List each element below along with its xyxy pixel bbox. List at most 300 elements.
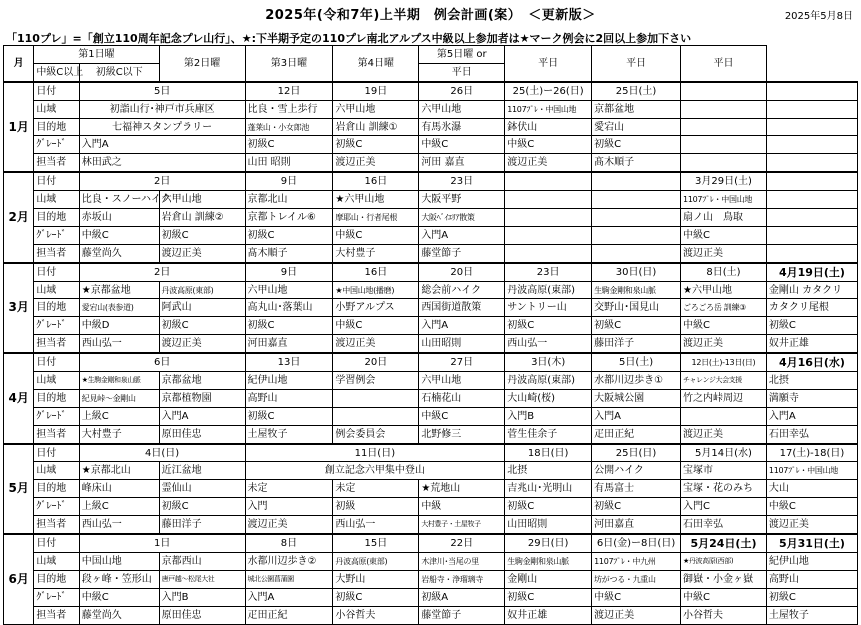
schedule-cell: 満願寺 xyxy=(766,389,857,407)
table-row xyxy=(4,172,858,190)
schedule-cell: 初級C xyxy=(245,226,333,244)
row-label: 山域 xyxy=(34,100,79,118)
schedule-cell: ごろごろ岳 訓練③ xyxy=(681,299,767,317)
schedule-cell: 京都盆地 xyxy=(592,100,681,118)
schedule-cell xyxy=(592,244,681,262)
schedule-cell: 髙木順子 xyxy=(245,244,333,262)
schedule-cell: 未定 xyxy=(333,480,419,498)
schedule-cell: 渡辺正美 xyxy=(681,335,767,353)
schedule-cell: 23日 xyxy=(419,172,505,190)
schedule-cell: 渡辺正美 xyxy=(333,154,419,172)
row-label: 目的地 xyxy=(34,389,79,407)
schedule-cell: 藤堂節子 xyxy=(419,244,505,262)
schedule-cell: 大山崎(桜) xyxy=(505,389,592,407)
schedule-cell: 奴井正雄 xyxy=(766,335,857,353)
schedule-cell: 初級C xyxy=(766,588,857,606)
schedule-cell: 5月31日(土) xyxy=(766,534,857,552)
schedule-cell: 9日 xyxy=(245,172,333,190)
schedule-cell: 大村豊子・土屋牧子 xyxy=(419,516,505,534)
schedule-cell: ★生駒金剛和泉山脈 xyxy=(79,372,159,390)
schedule-cell xyxy=(592,191,681,209)
schedule-cell: 京都北山 xyxy=(245,191,333,209)
schedule-cell: 大野山 xyxy=(333,570,419,588)
schedule-cell: 中級C xyxy=(681,588,767,606)
schedule-cell: 水都川辺歩き① xyxy=(592,372,681,390)
row-label: 目的地 xyxy=(34,299,79,317)
schedule-cell: 6日 xyxy=(79,353,245,371)
schedule-cell: 中級C xyxy=(333,317,419,335)
page-title: 2025年(令和7年)上半期 例会計画(案） ＜更新版＞ xyxy=(265,8,596,23)
row-label: ｸﾞﾚｰﾄﾞ xyxy=(34,588,79,606)
schedule-cell: 小谷哲夫 xyxy=(333,606,419,624)
schedule-cell: 北野修三 xyxy=(419,425,505,443)
schedule-cell: 15日 xyxy=(333,534,419,552)
schedule-cell: 石田幸弘 xyxy=(681,516,767,534)
row-label: 担当者 xyxy=(34,425,79,443)
row-label: 日付 xyxy=(34,263,79,281)
schedule-cell: 京都西山 xyxy=(159,552,245,570)
schedule-cell: ★六甲山地 xyxy=(681,281,767,299)
schedule-cell: ★丹波高原(西部) xyxy=(681,552,767,570)
row-label: 目的地 xyxy=(34,570,79,588)
schedule-cell: 初詣山行･神戸市兵庫区 xyxy=(79,100,245,118)
schedule-cell: 30日(日) xyxy=(592,263,681,281)
schedule-cell: 阿武山 xyxy=(159,299,245,317)
schedule-cell: カタクリ尾根 xyxy=(766,299,857,317)
header-week1-upper: 中級C以上 xyxy=(34,63,79,81)
schedule-cell: 奴井正雄 xyxy=(505,606,592,624)
schedule-cell: 初級C xyxy=(505,498,592,516)
schedule-cell xyxy=(681,136,767,154)
table-row xyxy=(4,191,858,209)
schedule-cell: 渡辺正美 xyxy=(766,516,857,534)
row-label: 日付 xyxy=(34,444,79,462)
schedule-cell: 丹波高原(東部) xyxy=(505,372,592,390)
schedule-cell xyxy=(333,389,419,407)
table-row xyxy=(4,606,858,624)
schedule-cell: 入門A xyxy=(592,407,681,425)
schedule-cell: 3月29日(土) xyxy=(681,172,767,190)
schedule-cell: 愛宕山(表参道) xyxy=(79,299,159,317)
schedule-cell: 1107ﾌﾟﾚ・中国山地 xyxy=(505,100,592,118)
schedule-cell: 初級C xyxy=(245,407,333,425)
schedule-cell: 25日(日) xyxy=(592,444,681,462)
schedule-cell: 上級C xyxy=(79,498,159,516)
schedule-cell: 25日(土) xyxy=(592,82,681,100)
schedule-cell: 初級C xyxy=(592,317,681,335)
schedule-cell: 初級A xyxy=(419,588,505,606)
schedule-cell: 5日(土) xyxy=(592,353,681,371)
schedule-cell: 中級C xyxy=(333,226,419,244)
schedule-cell: 紀見峠～金剛山 xyxy=(79,389,159,407)
schedule-cell: 京都トレイル⑥ xyxy=(245,209,333,227)
schedule-cell: 御嶽・小金ヶ嶽 xyxy=(681,570,767,588)
schedule-cell: 16日 xyxy=(333,263,419,281)
schedule-cell: 吉兆山･光明山 xyxy=(505,480,592,498)
table-row xyxy=(4,425,858,443)
schedule-cell: 8日 xyxy=(245,534,333,552)
schedule-cell: ★荒地山 xyxy=(419,480,505,498)
schedule-cell: 中級C xyxy=(681,226,767,244)
schedule-cell: 宝塚・花のみち xyxy=(681,480,767,498)
schedule-cell: 比良・スノーハイク xyxy=(79,191,159,209)
schedule-cell: 創立記念六甲集中登山 xyxy=(245,462,505,480)
schedule-cell xyxy=(681,100,767,118)
schedule-cell: 公開ハイク xyxy=(592,462,681,480)
schedule-cell: 渡辺正美 xyxy=(159,244,245,262)
schedule-cell: 生駒金剛和泉山脈 xyxy=(592,281,681,299)
row-label: 目的地 xyxy=(34,209,79,227)
schedule-cell: 中国山地 xyxy=(79,552,159,570)
schedule-cell xyxy=(766,244,857,262)
table-row xyxy=(4,118,858,136)
schedule-cell: 坊がつる・九重山 xyxy=(592,570,681,588)
table-row xyxy=(4,100,858,118)
table-row xyxy=(4,407,858,425)
schedule-cell: 29日(日) xyxy=(505,534,592,552)
table-row xyxy=(4,335,858,353)
schedule-cell: 22日 xyxy=(419,534,505,552)
row-label: 山域 xyxy=(34,281,79,299)
schedule-cell: 5日 xyxy=(79,82,245,100)
schedule-cell: 大村豊子 xyxy=(79,425,159,443)
schedule-cell: 西山弘一 xyxy=(505,335,592,353)
schedule-cell: 六甲山地 xyxy=(333,100,419,118)
schedule-cell: 河田 嘉直 xyxy=(419,154,505,172)
schedule-cell: 13日 xyxy=(245,353,333,371)
schedule-cell xyxy=(681,82,767,100)
table-row xyxy=(4,588,858,606)
schedule-cell: 1日 xyxy=(79,534,245,552)
header-weekday-2: 平日 xyxy=(592,46,681,82)
row-label: 山域 xyxy=(34,191,79,209)
table-row xyxy=(4,281,858,299)
schedule-cell xyxy=(592,226,681,244)
schedule-cell: 20日 xyxy=(419,263,505,281)
schedule-cell: 土屋牧子 xyxy=(245,425,333,443)
row-label: ｸﾞﾚｰﾄﾞ xyxy=(34,136,79,154)
schedule-cell: 1107ﾌﾟﾚ・中国山地 xyxy=(766,462,857,480)
schedule-cell: 西国街道散策 xyxy=(419,299,505,317)
schedule-cell: 入門B xyxy=(159,588,245,606)
table-row xyxy=(4,317,858,335)
schedule-cell: 大阪ﾍﾞｲｴﾘｱ散策 xyxy=(419,209,505,227)
schedule-cell: 25(土)ー26(日) xyxy=(505,82,592,100)
schedule-cell: 原田佳忠 xyxy=(159,425,245,443)
schedule-cell xyxy=(505,172,592,190)
table-row xyxy=(4,136,858,154)
row-label: 日付 xyxy=(34,534,79,552)
schedule-cell: 27日 xyxy=(419,353,505,371)
header-week1-lower: 初級C以下 xyxy=(79,63,159,81)
row-label: 担当者 xyxy=(34,335,79,353)
schedule-cell: 京都植物園 xyxy=(159,389,245,407)
header-week1: 第1日曜 xyxy=(34,46,159,64)
table-row xyxy=(4,444,858,462)
header-week5-weekday: 平日 xyxy=(419,63,505,81)
row-label: 日付 xyxy=(34,82,79,100)
header-week5: 第5日曜 or xyxy=(419,46,505,64)
schedule-cell: 七福神スタンプラリー xyxy=(79,118,245,136)
schedule-cell: 唐戸越～松尾大社 xyxy=(159,570,245,588)
schedule-cell: 交野山･国見山 xyxy=(592,299,681,317)
schedule-cell: 六甲山地 xyxy=(159,191,245,209)
table-row xyxy=(4,299,858,317)
schedule-cell: 藤田洋子 xyxy=(159,516,245,534)
schedule-cell xyxy=(333,407,419,425)
row-label: 担当者 xyxy=(34,154,79,172)
schedule-cell: 中級C xyxy=(681,317,767,335)
table-row xyxy=(4,389,858,407)
table-row xyxy=(4,244,858,262)
schedule-cell: 菅生佳余子 xyxy=(505,425,592,443)
schedule-cell: 疋田正紀 xyxy=(592,425,681,443)
schedule-cell: 小谷哲夫 xyxy=(681,606,767,624)
schedule-cell: 段ヶ峰・笠形山 xyxy=(79,570,159,588)
table-row xyxy=(4,154,858,172)
schedule-cell: 木津川･当尾の里 xyxy=(419,552,505,570)
schedule-cell: 中級C xyxy=(419,407,505,425)
schedule-cell: 4月19日(土) xyxy=(766,263,857,281)
schedule-cell: 北摂 xyxy=(766,372,857,390)
schedule-cell: 扇ノ山 鳥取 xyxy=(681,209,767,227)
schedule-cell: 土屋牧子 xyxy=(766,606,857,624)
month-label: 4月 xyxy=(4,353,34,443)
schedule-cell: 近江盆地 xyxy=(159,462,245,480)
schedule-cell: 渡辺正美 xyxy=(681,244,767,262)
schedule-cell xyxy=(592,209,681,227)
schedule-cell: 大阪平野 xyxy=(419,191,505,209)
schedule-cell: 初級C xyxy=(245,317,333,335)
schedule-cell: 中級C xyxy=(766,498,857,516)
row-label: 担当者 xyxy=(34,516,79,534)
row-label: 目的地 xyxy=(34,118,79,136)
schedule-cell: 金剛山 xyxy=(505,570,592,588)
schedule-cell: 8日(土) xyxy=(681,263,767,281)
schedule-cell: 渡辺正美 xyxy=(505,154,592,172)
table-row xyxy=(4,498,858,516)
row-label: ｸﾞﾚｰﾄﾞ xyxy=(34,498,79,516)
header-week3: 第3日曜 xyxy=(245,46,333,82)
schedule-cell: サントリー山 xyxy=(505,299,592,317)
schedule-cell: 山田昭則 xyxy=(419,335,505,353)
schedule-cell: 六甲山地 xyxy=(245,281,333,299)
schedule-cell: 中級 xyxy=(419,498,505,516)
schedule-cell: 大山 xyxy=(766,480,857,498)
schedule-cell: 入門A xyxy=(419,317,505,335)
schedule-cell: 摩耶山・行者尾根 xyxy=(333,209,419,227)
schedule-cell: 初級C xyxy=(333,136,419,154)
schedule-cell: 6日(金)ー8日(日) xyxy=(592,534,681,552)
schedule-cell: 入門C xyxy=(681,498,767,516)
schedule-cell: 初級C xyxy=(245,136,333,154)
schedule-cell: 20日 xyxy=(333,353,419,371)
schedule-cell: 上級C xyxy=(79,407,159,425)
schedule-cell: 六甲山地 xyxy=(419,100,505,118)
schedule-cell: 26日 xyxy=(419,82,505,100)
table-row xyxy=(4,353,858,371)
schedule-cell: 岩倉山 訓練① xyxy=(333,118,419,136)
month-label: 2月 xyxy=(4,172,34,262)
schedule-cell: チャレンジ大会支援 xyxy=(681,372,767,390)
schedule-cell: 中級C xyxy=(592,588,681,606)
month-label: 5月 xyxy=(4,444,34,534)
schedule-cell xyxy=(681,118,767,136)
legend-note: 「110プレ」=「創立110周年記念プレ山行」、★:下半期予定の110プレ南北アルプス中級以上参加者は★マーク例会に2回以上参加下さい xyxy=(6,32,692,45)
table-row xyxy=(4,570,858,588)
schedule-cell: 渡辺正美 xyxy=(681,425,767,443)
schedule-cell: 中級C xyxy=(79,588,159,606)
schedule-cell: 例会委員会 xyxy=(333,425,419,443)
schedule-cell xyxy=(766,154,857,172)
row-label: 日付 xyxy=(34,172,79,190)
schedule-cell: 石田幸弘 xyxy=(766,425,857,443)
schedule-cell: 疋田正紀 xyxy=(245,606,333,624)
schedule-cell: 城北公園菖蒲園 xyxy=(245,570,333,588)
schedule-cell: 紀伊山地 xyxy=(766,552,857,570)
schedule-cell: 12日 xyxy=(245,82,333,100)
schedule-cell: 六甲山地 xyxy=(419,372,505,390)
schedule-cell: 初級C xyxy=(159,498,245,516)
schedule-cell: 林田武之 xyxy=(79,154,245,172)
schedule-cell: 渡辺正美 xyxy=(245,516,333,534)
schedule-cell: 5月24日(土) xyxy=(681,534,767,552)
schedule-cell: 金剛山 カタクリ xyxy=(766,281,857,299)
row-label: 担当者 xyxy=(34,244,79,262)
row-label: ｸﾞﾚｰﾄﾞ xyxy=(34,407,79,425)
schedule-cell: 初級C xyxy=(159,226,245,244)
schedule-cell: 17(土)-18(日) xyxy=(766,444,857,462)
schedule-cell: 中級C xyxy=(505,136,592,154)
schedule-cell xyxy=(505,209,592,227)
schedule-cell: 西山弘一 xyxy=(333,516,419,534)
month-label: 6月 xyxy=(4,534,34,624)
schedule-cell: 石楠花山 xyxy=(419,389,505,407)
header-row-1 xyxy=(4,46,858,64)
schedule-cell: 藤堂尚久 xyxy=(79,244,159,262)
schedule-cell: ★京都盆地 xyxy=(79,281,159,299)
schedule-cell: 初級C xyxy=(159,317,245,335)
schedule-cell: 髙木順子 xyxy=(592,154,681,172)
schedule-cell xyxy=(681,154,767,172)
schedule-cell: 渡辺正美 xyxy=(592,606,681,624)
schedule-cell xyxy=(766,82,857,100)
schedule-cell: 渡辺正美 xyxy=(333,335,419,353)
schedule-cell: 入門A xyxy=(79,136,245,154)
schedule-cell: 竹之内峠周辺 xyxy=(681,389,767,407)
schedule-cell: 1107ﾌﾟﾚ・中九州 xyxy=(592,552,681,570)
schedule-cell: 鉢伏山 xyxy=(505,118,592,136)
schedule-cell: 9日 xyxy=(245,263,333,281)
schedule-cell: 中級D xyxy=(79,317,159,335)
schedule-cell: 丹波高原(東部) xyxy=(505,281,592,299)
schedule-cell: 入門A xyxy=(766,407,857,425)
table-row xyxy=(4,82,858,100)
schedule-cell: 高野山 xyxy=(245,389,333,407)
schedule-cell: 藤田洋子 xyxy=(592,335,681,353)
schedule-cell: 3日(木) xyxy=(505,353,592,371)
schedule-cell xyxy=(766,191,857,209)
schedule-cell: 4月16日(水) xyxy=(766,353,857,371)
header-week4: 第4日曜 xyxy=(333,46,419,82)
schedule-cell: 11日(日) xyxy=(245,444,505,462)
header-week2: 第2日曜 xyxy=(159,46,245,82)
schedule-cell: 16日 xyxy=(333,172,419,190)
month-label: 1月 xyxy=(4,82,34,172)
schedule-cell: 中級C xyxy=(419,136,505,154)
row-label: 日付 xyxy=(34,353,79,371)
row-label: 目的地 xyxy=(34,480,79,498)
schedule-cell: 北摂 xyxy=(505,462,592,480)
schedule-cell: 初級C xyxy=(766,317,857,335)
schedule-cell: 岩倉山 訓練② xyxy=(159,209,245,227)
schedule-cell: 高丸山･落葉山 xyxy=(245,299,333,317)
table-row xyxy=(4,480,858,498)
table-row xyxy=(4,462,858,480)
table-row xyxy=(4,534,858,552)
row-label: 担当者 xyxy=(34,606,79,624)
schedule-cell: 岩船寺・浄瑠璃寺 xyxy=(419,570,505,588)
schedule-cell xyxy=(766,118,857,136)
schedule-cell xyxy=(505,244,592,262)
schedule-cell: 霊仙山 xyxy=(159,480,245,498)
schedule-cell: 初級 xyxy=(333,498,419,516)
schedule-cell: 総会前ハイク xyxy=(419,281,505,299)
schedule-cell: 原田佳忠 xyxy=(159,606,245,624)
schedule-cell: 中級C xyxy=(79,226,159,244)
schedule-cell xyxy=(505,226,592,244)
schedule-cell xyxy=(766,100,857,118)
schedule-cell: ★六甲山地 xyxy=(333,191,419,209)
schedule-cell: 渡辺正美 xyxy=(159,335,245,353)
schedule-cell xyxy=(766,226,857,244)
schedule-cell: 丹波高原(東部) xyxy=(159,281,245,299)
schedule-cell: 山田昭則 xyxy=(505,516,592,534)
schedule-cell: 初級C xyxy=(505,317,592,335)
schedule-cell: ★京都北山 xyxy=(79,462,159,480)
schedule-cell: 高野山 xyxy=(766,570,857,588)
schedule-cell: 大阪城公園 xyxy=(592,389,681,407)
schedule-cell: 23日 xyxy=(505,263,592,281)
schedule-cell: 学習例会 xyxy=(333,372,419,390)
schedule-cell xyxy=(681,407,767,425)
document-date: 2025年5月8日 xyxy=(784,11,853,22)
table-row xyxy=(4,263,858,281)
schedule-cell: ★中国山地(播磨) xyxy=(333,281,419,299)
schedule-cell: 初級C xyxy=(592,498,681,516)
schedule-cell: 京都盆地 xyxy=(159,372,245,390)
schedule-cell xyxy=(592,172,681,190)
schedule-cell: 有馬氷瀑 xyxy=(419,118,505,136)
schedule-cell: 比良・雪上歩行 xyxy=(245,100,333,118)
schedule-cell: 1107ﾌﾟﾚ・中国山地 xyxy=(681,191,767,209)
row-label: ｸﾞﾚｰﾄﾞ xyxy=(34,317,79,335)
schedule-cell: 河田嘉直 xyxy=(592,516,681,534)
schedule-cell: 生駒金剛和泉山脈 xyxy=(505,552,592,570)
schedule-cell: 峰床山 xyxy=(79,480,159,498)
schedule-cell: 藤堂尚久 xyxy=(79,606,159,624)
schedule-cell: 4日(日) xyxy=(79,444,245,462)
schedule-cell: 山田 昭則 xyxy=(245,154,333,172)
schedule-cell: 宝塚市 xyxy=(681,462,767,480)
header-month: 月 xyxy=(4,46,34,82)
schedule-cell: 初級C xyxy=(505,588,592,606)
schedule-cell: 初級C xyxy=(592,136,681,154)
row-label: 山域 xyxy=(34,372,79,390)
schedule-cell: 入門A xyxy=(245,588,333,606)
schedule-cell: 2日 xyxy=(79,172,245,190)
row-label: 山域 xyxy=(34,462,79,480)
